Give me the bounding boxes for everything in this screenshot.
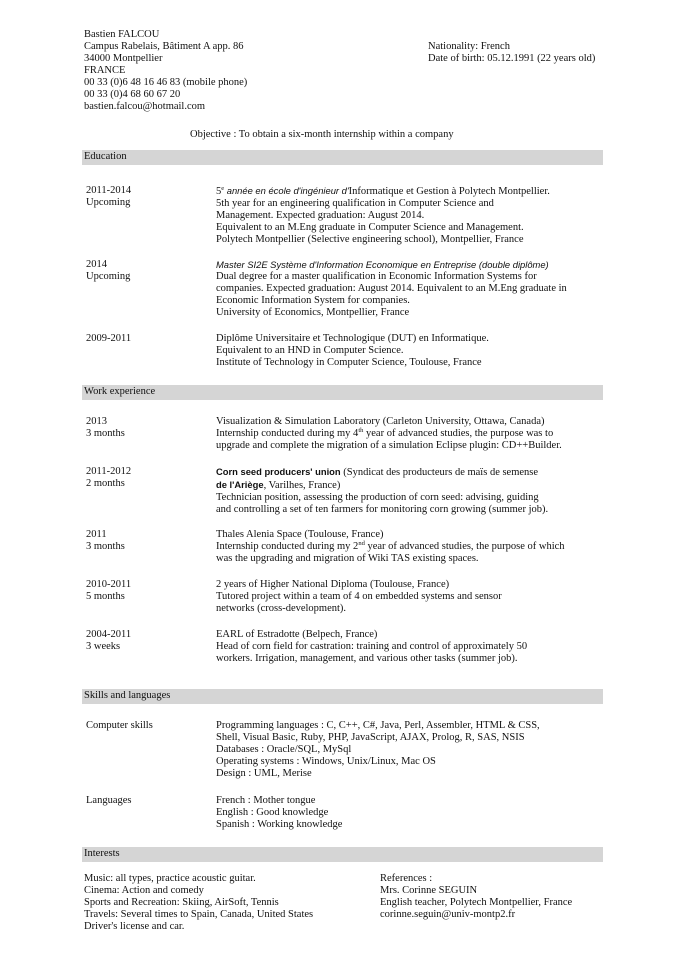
edu-date: 2014 (86, 259, 107, 270)
edu-line: Economic Information System for companies. (216, 295, 410, 306)
interest-line: Cinema: Action and comedy (84, 885, 204, 896)
references (380, 873, 572, 921)
edu-line: University of Economics, Montpellier, France (216, 307, 410, 318)
work-date: 2004-2011 (86, 629, 132, 640)
section-heading: Skills and languages (84, 690, 171, 701)
work-line: upgrade and complete the migration of a simulation Eclipse plugin: CD++Builder. (216, 440, 562, 451)
work-title: de l'Ariège, Varilhes, France) (216, 479, 341, 491)
edu-line: 5th year for an engineering qualification in Computer Science and (216, 198, 494, 209)
phone-landline: 00 33 (0)4 68 60 67 20 (84, 89, 181, 100)
edu-date: 2009-2011 (86, 333, 132, 344)
edu-title: 5e année en école d'ingénieur d'Informatique et Gestion à Polytech Montpellier. (216, 185, 550, 197)
work-line: Internship conducted during my 2nd year of advanced studies, the purpose of which (216, 540, 565, 552)
edu-date: 2011-2014 (86, 185, 132, 196)
work-date: 2010-2011 (86, 579, 132, 590)
reference-line: corinne.seguin@univ-montp2.fr (380, 909, 516, 920)
objective: Objective : To obtain a six-month internship within a company (190, 129, 454, 140)
edu-line: Diplôme Universitaire et Technologique (DUT) en Informatique. (216, 333, 489, 344)
work-line: and controlling a set of ten farmers for monitoring corn growing (summer job). (216, 504, 549, 515)
address-line: 34000 Montpellier (84, 53, 163, 64)
contact-block (84, 29, 247, 113)
work-duration: 5 months (86, 591, 125, 602)
languages-label: Languages (86, 795, 132, 806)
language-line: English : Good knowledge (216, 807, 329, 818)
section-heading: Work experience (84, 386, 156, 397)
reference-line: Mrs. Corinne SEGUIN (380, 885, 478, 896)
work-duration: 3 weeks (86, 641, 121, 652)
work-dates (86, 466, 131, 490)
work-date: 2011-2012 (86, 466, 132, 477)
work-entry (216, 629, 604, 665)
edu-status: Upcoming (86, 271, 131, 282)
work-title: Corn seed producers' union (Syndicat des producteurs de maïs de semense (216, 466, 539, 478)
skill-line: Operating systems : Windows, Unix/Linux, Mac OS (216, 756, 436, 767)
work-date: 2013 (86, 416, 107, 427)
edu-entry (216, 185, 604, 246)
section-bar-education (82, 150, 603, 165)
edu-dates (86, 185, 131, 209)
work-title: Thales Alenia Space (Toulouse, France) (216, 529, 384, 540)
work-line: Head of corn field for castration: training and control of approximately 50 (216, 641, 528, 652)
work-entry (216, 416, 604, 452)
work-date: 2011 (86, 529, 107, 540)
language-line: French : Mother tongue (216, 795, 316, 806)
work-line: networks (cross-development). (216, 603, 347, 614)
work-entry (216, 529, 604, 565)
skill-line: Shell, Visual Basic, Ruby, PHP, JavaScript, AJAX, Prolog, R, SAS, NSIS (216, 732, 525, 743)
personal-info (428, 41, 595, 65)
work-line: Technician position, assessing the production of corn seed: advising, guiding (216, 492, 539, 503)
work-title: EARL of Estradotte (Belpech, France) (216, 629, 378, 640)
section-heading: Interests (84, 848, 120, 859)
work-dates (86, 629, 131, 653)
applicant-name: Bastien FALCOU (84, 29, 160, 40)
work-entry (216, 466, 604, 516)
edu-entry (216, 259, 604, 319)
address-line: Campus Rabelais, Bâtiment A app. 86 (84, 41, 244, 52)
work-line: Tutored project within a team of 4 on embedded systems and sensor (216, 591, 502, 602)
edu-status: Upcoming (86, 197, 131, 208)
edu-title: Master SI2E Système d'Information Economique en Entreprise (double diplôme) (216, 259, 549, 270)
section-heading: Education (84, 151, 127, 162)
work-line: workers. Irrigation, management, and various other tasks (summer job). (216, 653, 518, 664)
interest-line: Music: all types, practice acoustic guitar. (84, 873, 256, 884)
edu-line: Equivalent to an HND in Computer Science. (216, 345, 404, 356)
edu-line: Equivalent to an M.Eng graduate in Computer Science and Management. (216, 222, 524, 233)
email: bastien.falcou@hotmail.com (84, 101, 206, 112)
edu-line: Institute of Technology in Computer Science, Toulouse, France (216, 357, 482, 368)
phone-mobile: 00 33 (0)6 48 16 46 83 (mobile phone) (84, 77, 248, 88)
work-dates (86, 416, 125, 440)
interests-list (84, 873, 313, 933)
interest-line: Driver's license and car. (84, 921, 185, 932)
reference-line: English teacher, Polytech Montpellier, France (380, 897, 573, 908)
edu-entry (216, 333, 604, 369)
work-entry (216, 579, 604, 615)
section-bar-skills (82, 689, 603, 704)
work-line: was the upgrading and migration of Wiki TAS existing spaces. (216, 553, 479, 564)
edu-dates (86, 333, 131, 345)
interest-line: Sports and Recreation: Skiing, AirSoft, Tennis (84, 897, 279, 908)
skill-line: Programming languages : C, C++, C#, Java, Perl, Assembler, HTML & CSS, (216, 720, 540, 731)
work-duration: 3 months (86, 541, 125, 552)
date-of-birth: Date of birth: 05.12.1991 (22 years old) (428, 53, 596, 64)
edu-line: Dual degree for a master qualification in Economic Information Systems for (216, 271, 537, 282)
language-line: Spanish : Working knowledge (216, 819, 343, 830)
edu-line: Management. Expected graduation: August 2014. (216, 210, 425, 221)
skill-line: Databases : Oracle/SQL, MySql (216, 744, 352, 755)
reference-line: References : (380, 873, 433, 884)
languages (216, 795, 604, 831)
work-dates (86, 579, 131, 603)
edu-dates (86, 259, 130, 283)
work-title: Visualization & Simulation Laboratory (Carleton University, Ottawa, Canada) (216, 416, 545, 427)
work-dates (86, 529, 125, 553)
work-duration: 3 months (86, 428, 125, 439)
address-country: FRANCE (84, 65, 126, 76)
edu-line: Polytech Montpellier (Selective engineering school), Montpellier, France (216, 234, 524, 245)
section-bar-work (82, 385, 603, 400)
skills-label: Computer skills (86, 720, 153, 731)
nationality: Nationality: French (428, 41, 510, 52)
interest-line: Travels: Several times to Spain, Canada, United States (84, 909, 314, 920)
skill-line: Design : UML, Merise (216, 768, 312, 779)
work-title: 2 years of Higher National Diploma (Toulouse, France) (216, 579, 450, 590)
work-duration: 2 months (86, 478, 125, 489)
work-line: Internship conducted during my 4th year of advanced studies, the purpose was to (216, 427, 554, 439)
computer-skills (216, 720, 604, 780)
section-bar-interests (82, 847, 603, 862)
edu-line: companies. Expected graduation: August 2014. Equivalent to an M.Eng graduate in (216, 283, 567, 294)
